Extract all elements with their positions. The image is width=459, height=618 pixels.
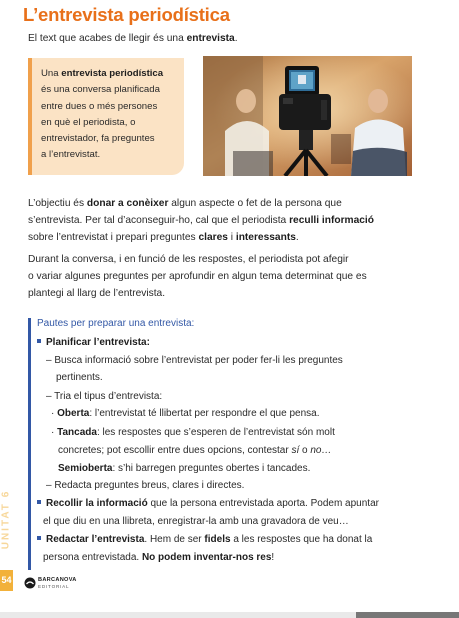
- guide-item-text: . Hem de ser: [144, 534, 205, 545]
- definition-line-2: és una conversa planificada: [41, 84, 160, 96]
- guide-type-open: · Oberta: l’entrevistat té llibertat per respondre el que pensa.: [51, 408, 320, 419]
- para1-text: sobre l’entrevistat i prepari preguntes: [28, 232, 199, 243]
- type-label: Oberta: [57, 408, 90, 419]
- type-text: o: [299, 445, 311, 456]
- intro-text: [28, 30, 238, 48]
- guide-title: Pautes per preparar una entrevista:: [37, 318, 195, 329]
- para1-line-2: [28, 212, 374, 230]
- guide-subitem: – Redacta preguntes breus, clares i directes.: [46, 480, 245, 491]
- tv-camera-icon: [203, 56, 412, 176]
- footer-strip-dark: [356, 612, 459, 618]
- para2-line-3: plantegi al llarg de l’entrevista.: [28, 288, 166, 299]
- guide-item-label: Recollir la informació: [46, 498, 148, 509]
- para1-bold: reculli informació: [289, 215, 374, 226]
- guide-subitem: – Tria el tipus d’entrevista:: [46, 391, 163, 402]
- type-text: : s’hi barregen preguntes obertes i tancades.: [112, 463, 311, 474]
- unit-label: UNITAT 6: [0, 489, 12, 550]
- para1-text: s’entrevista. Per tal d’aconseguir-ho, cal que el periodista: [28, 215, 290, 226]
- guide-item-bold: fidels: [204, 534, 231, 545]
- intro-text-b: .: [234, 33, 238, 44]
- guide-item-bold: No podem inventar-nos res: [141, 552, 272, 563]
- para2-line-1: Durant la conversa, i en funció de les respostes, el periodista pot afegir: [28, 254, 349, 265]
- guide-item-write-cont: [43, 549, 274, 567]
- interview-photo: [203, 56, 412, 176]
- para1-text: i: [227, 232, 236, 243]
- para1-text: algun aspecte o fet de la persona que: [168, 198, 342, 209]
- intro-text-a: El text que acabes de llegir és una: [28, 33, 187, 44]
- para1-text: .: [295, 232, 299, 243]
- definition-term: entrevista periodística: [61, 68, 164, 79]
- guide-subitem: – Busca informació sobre l’entrevistat per poder fer-li les preguntes: [46, 355, 343, 366]
- publisher-sub: EDITORIAL: [38, 584, 70, 589]
- type-label: Tancada: [57, 427, 97, 438]
- guide-subitem: pertinents.: [56, 372, 103, 383]
- guide-type-closed-cont: [58, 442, 332, 460]
- bullet-square-icon: [37, 339, 41, 343]
- guide-item-plan: [37, 334, 150, 352]
- definition-text: Una: [41, 68, 62, 79]
- definition-line-3: entre dues o més persones: [41, 100, 158, 112]
- publisher-logo-icon: [24, 577, 36, 589]
- page-title: L’entrevista periodística: [23, 4, 230, 25]
- guide-item-text: !: [271, 552, 275, 563]
- definition-line-1: [41, 66, 176, 82]
- guide-item-text: que la persona entrevistada aporta. Podem apuntar: [147, 498, 379, 509]
- guide-type-closed: · Tancada: les respostes que s’esperen de l’entrevistat són molt: [51, 427, 335, 438]
- guide-item-text: el que diu en una llibreta, enregistrar-la amb una gravadora de veu…: [43, 516, 349, 527]
- type-italic: no…: [310, 445, 332, 456]
- para1-text: L’objectiu és: [28, 198, 87, 209]
- guide-item-collect: [37, 495, 379, 513]
- guide-item-plan-label: Planificar l’entrevista:: [46, 337, 150, 348]
- type-text: : les respostes que s’esperen de l’entrevistat són molt: [96, 427, 335, 438]
- type-text: concretes; pot escollir entre dues opcions, contestar: [58, 445, 292, 456]
- guide-item-text: persona entrevistada.: [43, 552, 142, 563]
- guide-accent-bar: [28, 318, 31, 570]
- para1-bold: interessants: [235, 232, 296, 243]
- type-label: Semioberta: [58, 463, 113, 474]
- definition-line-4: en què el periodista, o: [41, 116, 136, 128]
- guide-item-label: Redactar l’entrevista: [46, 534, 145, 545]
- bullet-square-icon: [37, 536, 41, 540]
- page-number: 54: [0, 570, 13, 591]
- guide-item-write: [37, 531, 372, 549]
- intro-bold: entrevista: [186, 33, 235, 44]
- para1-line-3: [28, 229, 299, 247]
- para1-line-1: [28, 195, 342, 213]
- para2-line-2: o variar algunes preguntes per aprofundir en algun tema determinat que es: [28, 271, 367, 282]
- definition-line-5: entrevistador, fa preguntes: [41, 133, 155, 145]
- guide-item-text: a les respostes que ha donat la: [230, 534, 373, 545]
- definition-box: [28, 58, 184, 175]
- bullet-square-icon: [37, 500, 41, 504]
- para1-bold: donar a conèixer: [86, 198, 169, 209]
- guide-type-semi: [58, 460, 310, 478]
- type-text: : l’entrevistat té llibertat per respondre el que pensa.: [89, 408, 320, 419]
- definition-line-6: a l’entrevistat.: [41, 149, 101, 161]
- para1-bold: clares: [198, 232, 228, 243]
- publisher-name: BARCANOVA: [38, 577, 77, 583]
- type-italic: sí: [291, 445, 300, 456]
